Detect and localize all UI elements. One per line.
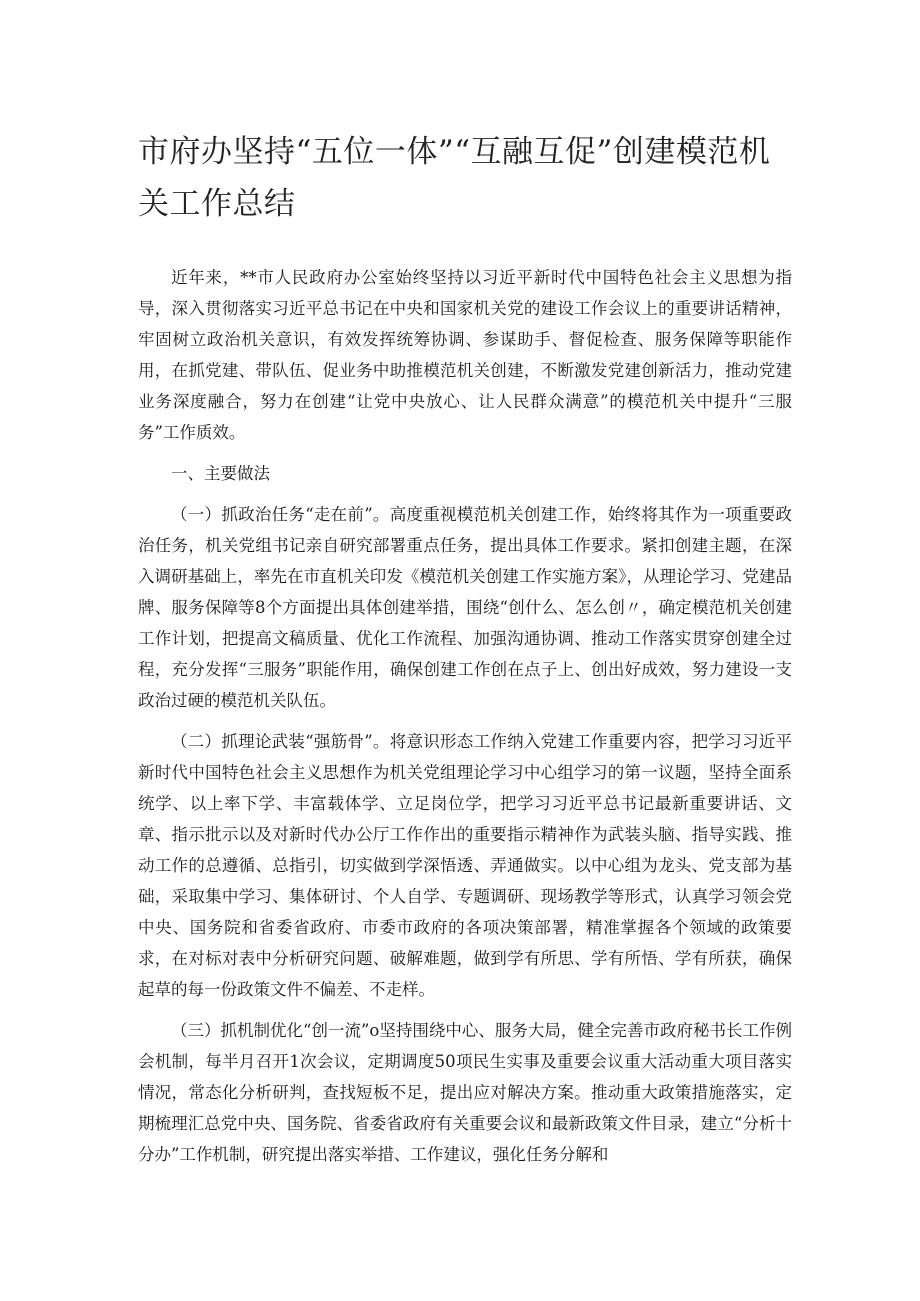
item-paragraph-3 — [138, 1015, 792, 1170]
item-text-1: 抓政治任务“走在前”。高度重视模范机关创建工作，始终将其作为一项重要政治任务，机关党组书记亲自研究部署重点任务，提出具体工作要求。紧扣创建主题，在深入调研基础上，率先在市直机关印发《模范机关创建工作实施方案》，从理论学习、党建品牌、服务保障等8个方面提出具体创建举措，围绕“创什么、怎么创〃，确定模范机关创建工作计划，把提高文稿质量、优化工作流程、加强沟通协调、推动工作落实贯穿创建全过程，充分发挥“三服务”职能作用，确保创建工作创在点子上、创出好成效，努力建设一支政治过硬的模范机关队伍。 — [138, 505, 793, 710]
intro-paragraph: 近年来，**市人民政府办公室始终坚持以习近平新时代中国特色社会主义思想为指导，深入贯彻落实习近平总书记在中央和国家机关党的建设工作会议上的重要讲话精神，牢固树立政治机关意识，有效发挥统筹协调、参谋助手、督促检查、服务保障等职能作用，在抓党建、带队伍、促业务中助推模范机关创建，不断激发党建创新活力，推动党建业务深度融合，努力在创建“让党中央放心、让人民群众满意”的模范机关中提升“三服务”工作质效。 — [138, 268, 792, 442]
item-label-3: （三） — [171, 1021, 221, 1040]
item-paragraph-2 — [138, 726, 792, 1005]
item-paragraph-1 — [138, 499, 792, 716]
item-label-2: （二） — [171, 732, 222, 751]
item-label-1: （一） — [171, 505, 222, 524]
document-body — [138, 262, 792, 1180]
section-heading-main-practices: 一、主要做法 — [171, 464, 270, 483]
item-text-2: 抓理论武装“强筋骨”。将意识形态工作纳入党建工作重要内容，把学习习近平新时代中国特色社会主义思想作为机关党组理论学习中心组学习的第一议题，坚持全面系统学、以上率下学、丰富载体学、立足岗位学，把学习习近平总书记最新重要讲话、文章、指示批示以及对新时代办公厅工作作出的重要指示精神作为武装头脑、指导实践、推动工作的总遵循、总指引，切实做到学深悟透、弄通做实。以中心组为龙头、党支部为基础，采取集中学习、集体研讨、个人自学、专题调研、现场教学等形式，认真学习领会党中央、国务院和省委省政府、市委市政府的各项决策部署，精准掌握各个领域的政策要求，在对标对表中分析研究问题、破解难题，做到学有所思、学有所悟、学有所获，确保起草的每一份政策文件不偏差、不走样。 — [138, 732, 793, 999]
item-text-3: 抓机制优化“创一流”o坚持围绕中心、服务大局，健全完善市政府秘书长工作例会机制，每半月召开1次会议，定期调度50项民生实事及重要会议重大活动重大项目落实情况，常态化分析研判，查找短板不足，提出应对解决方案。推动重大政策措施落实，定期梳理汇总党中央、国务院、省委省政府有关重要会议和最新政策文件目录，建立“分析十分办”工作机制，研究提出落实举措、工作建议，强化任务分解和 — [138, 1021, 792, 1164]
document-title: 市府办坚持“五位一体”“互融互促”创建模范机关工作总结 — [138, 134, 771, 222]
